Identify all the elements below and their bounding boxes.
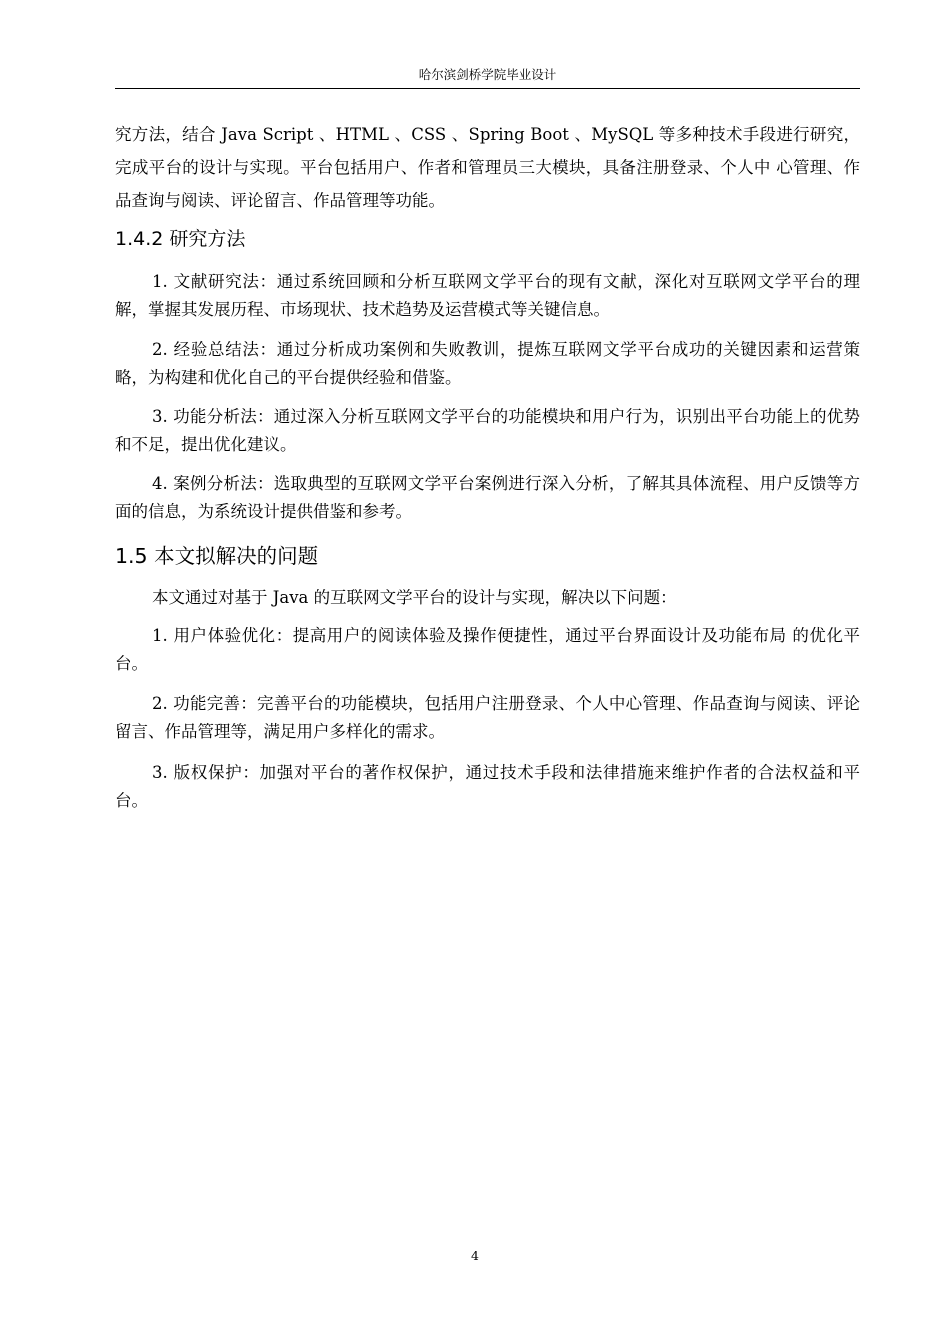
intro-paragraph: 究方法，结合 Java Script 、HTML 、CSS 、Spring Boot 、MySQL 等多种技术手段进行研究， 完成平台的设计与实现。平台包括用户、作者和管理员三大模块，具备注册登录、个人中 心管理、作品查询与阅读、评论留言、作品管理等功能。: [115, 125, 860, 210]
method-item-1: 1. 文献研究法：通过系统回顾和分析互联网文学平台的现有文献，深化对互联网文学平台的理解，掌握其发展历程、市场现状、技术趋势及运营模式等关键信息。: [115, 272, 860, 319]
section-heading-1-5: 1.5 本文拟解决的问题: [115, 544, 319, 568]
method-item-4: 4. 案例分析法：选取典型的互联网文学平台案例进行深入分析，了解其具体流程、用户反馈等方面的信息，为系统设计提供借鉴和参考。: [115, 474, 860, 521]
method-item-2: 2. 经验总结法：通过分析成功案例和失败教训，提炼互联网文学平台成功的关键因素和运营策略，为构建和优化自己的平台提供经验和借鉴。: [115, 340, 860, 387]
section-heading-1-4-2: 1.4.2 研究方法: [115, 228, 246, 250]
method-item-3: 3. 功能分析法：通过深入分析互联网文学平台的功能模块和用户行为，识别出平台功能上的优势和不足，提出优化建议。: [115, 407, 860, 454]
problem-item-2: 2. 功能完善：完善平台的功能模块，包括用户注册登录、个人中心管理、作品查询与阅读、评论留言、作品管理等，满足用户多样化的需求。: [115, 694, 860, 741]
header-title: 哈尔滨剑桥学院毕业设计: [418, 67, 557, 82]
page-header: [115, 64, 860, 89]
problems-intro: 本文通过对基于 Java 的互联网文学平台的设计与实现，解决以下问题：: [152, 588, 677, 607]
problem-item-3: 3. 版权保护：加强对平台的著作权保护，通过技术手段和法律措施来维护作者的合法权益和平台。: [115, 763, 860, 810]
page-number: 4: [471, 1248, 479, 1263]
problem-item-1: 1. 用户体验优化：提高用户的阅读体验及操作便捷性，通过平台界面设计及功能布局 的优化平台。: [115, 626, 860, 673]
